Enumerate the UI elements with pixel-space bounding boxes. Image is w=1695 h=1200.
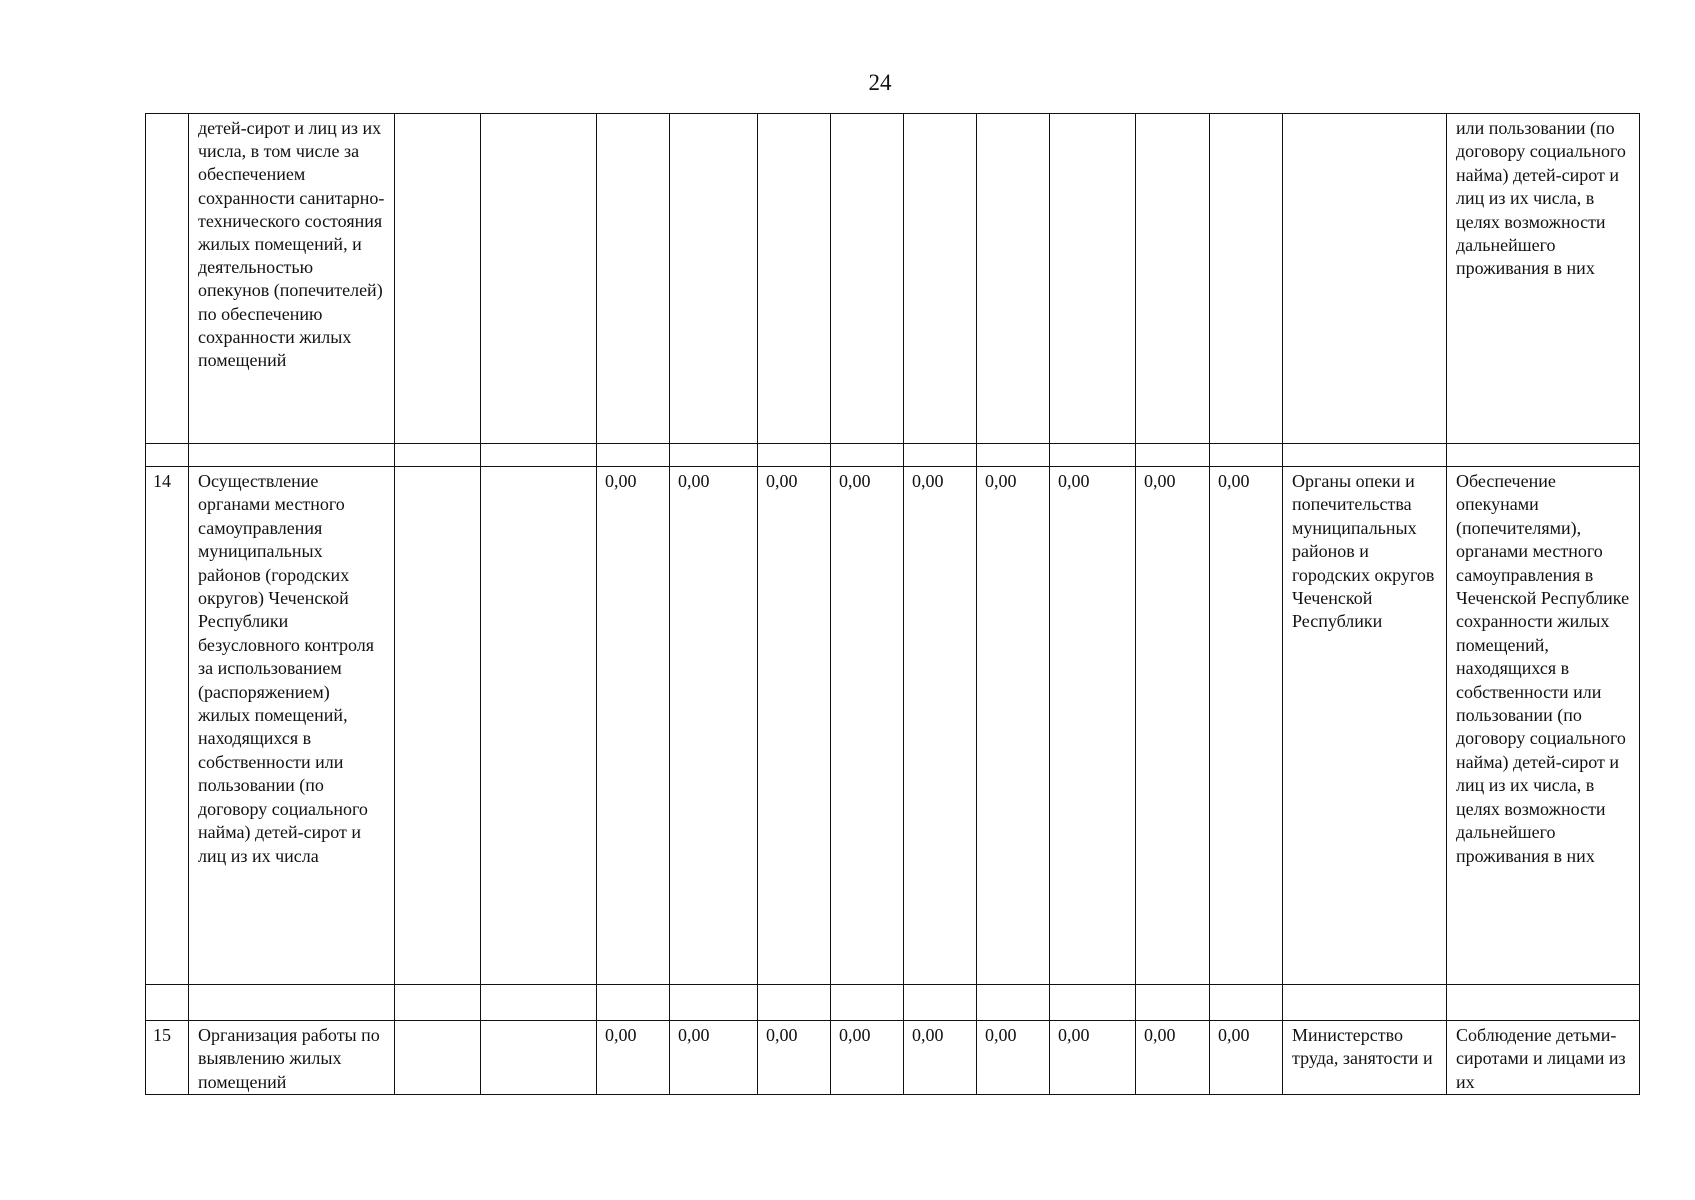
value-cell: 0,00 bbox=[1210, 467, 1283, 985]
value-cell bbox=[597, 114, 670, 444]
row-executor: Министерство труда, занятости и bbox=[1283, 1021, 1447, 1095]
row-executor: Органы опеки и попечительства муниципальных районов и городских округов Чеченской Республики bbox=[1283, 467, 1447, 985]
row-executor bbox=[1283, 114, 1447, 444]
value-cell: 0,00 bbox=[1136, 467, 1210, 985]
empty-cell bbox=[481, 467, 597, 985]
empty-cell bbox=[395, 467, 481, 985]
empty-cell bbox=[481, 114, 597, 444]
value-cell bbox=[758, 114, 831, 444]
value-cell: 0,00 bbox=[597, 1021, 670, 1095]
row-description: детей-сирот и лиц из их числа, в том числе за обеспечением сохранности санитарно-технического состояния жилых помещений, и деятельностью опекунов (попечителей) по обеспечению сохранности жилых помещений bbox=[189, 114, 395, 444]
row-result: или пользовании (по договору социального найма) детей-сирот и лиц из их числа, в целях возможности дальнейшего проживания в них bbox=[1447, 114, 1640, 444]
empty-cell bbox=[481, 1021, 597, 1095]
value-cell: 0,00 bbox=[904, 1021, 977, 1095]
table-row bbox=[146, 114, 1640, 444]
value-cell: 0,00 bbox=[1136, 1021, 1210, 1095]
table-row bbox=[146, 467, 1640, 985]
spacer-row bbox=[146, 985, 1640, 1021]
value-cell: 0,00 bbox=[758, 467, 831, 985]
value-cell: 0,00 bbox=[977, 467, 1050, 985]
value-cell: 0,00 bbox=[1050, 1021, 1136, 1095]
value-cell bbox=[1210, 114, 1283, 444]
row-result: Соблюдение детьми-сиротами и лицами из их bbox=[1447, 1021, 1640, 1095]
value-cell bbox=[1136, 114, 1210, 444]
value-cell: 0,00 bbox=[977, 1021, 1050, 1095]
row-description: Осуществление органами местного самоуправления муниципальных районов (городских округов) Чеченской Республики безусловного контроля за использованием (распоряжением) жилых помещений, находящихся в собственности или пользовании (по договору социального найма) детей-сирот и лиц из их числа bbox=[189, 467, 395, 985]
value-cell: 0,00 bbox=[670, 467, 758, 985]
value-cell bbox=[670, 114, 758, 444]
empty-cell bbox=[395, 1021, 481, 1095]
value-cell bbox=[1050, 114, 1136, 444]
value-cell: 0,00 bbox=[758, 1021, 831, 1095]
page-number: 24 bbox=[868, 70, 892, 95]
value-cell bbox=[977, 114, 1050, 444]
row-description: Организация работы по выявлению жилых помещений bbox=[189, 1021, 395, 1095]
value-cell: 0,00 bbox=[904, 467, 977, 985]
value-cell bbox=[831, 114, 904, 444]
value-cell bbox=[904, 114, 977, 444]
row-index: 15 bbox=[146, 1021, 189, 1095]
value-cell: 0,00 bbox=[831, 467, 904, 985]
empty-cell bbox=[395, 114, 481, 444]
value-cell: 0,00 bbox=[1050, 467, 1136, 985]
value-cell: 0,00 bbox=[831, 1021, 904, 1095]
row-result: Обеспечение опекунами (попечителями), органами местного самоуправления в Чеченской Республике сохранности жилых помещений, находящихся в собственности или пользовании (по договору социального найма) детей-сирот и лиц из их числа, в целях возможности дальнейшего проживания в них bbox=[1447, 467, 1640, 985]
value-cell: 0,00 bbox=[597, 467, 670, 985]
row-index: 14 bbox=[146, 467, 189, 985]
spacer-row bbox=[146, 444, 1640, 467]
value-cell: 0,00 bbox=[1210, 1021, 1283, 1095]
value-cell: 0,00 bbox=[670, 1021, 758, 1095]
program-table bbox=[145, 113, 1640, 1095]
row-index bbox=[146, 114, 189, 444]
table-row bbox=[146, 1021, 1640, 1095]
